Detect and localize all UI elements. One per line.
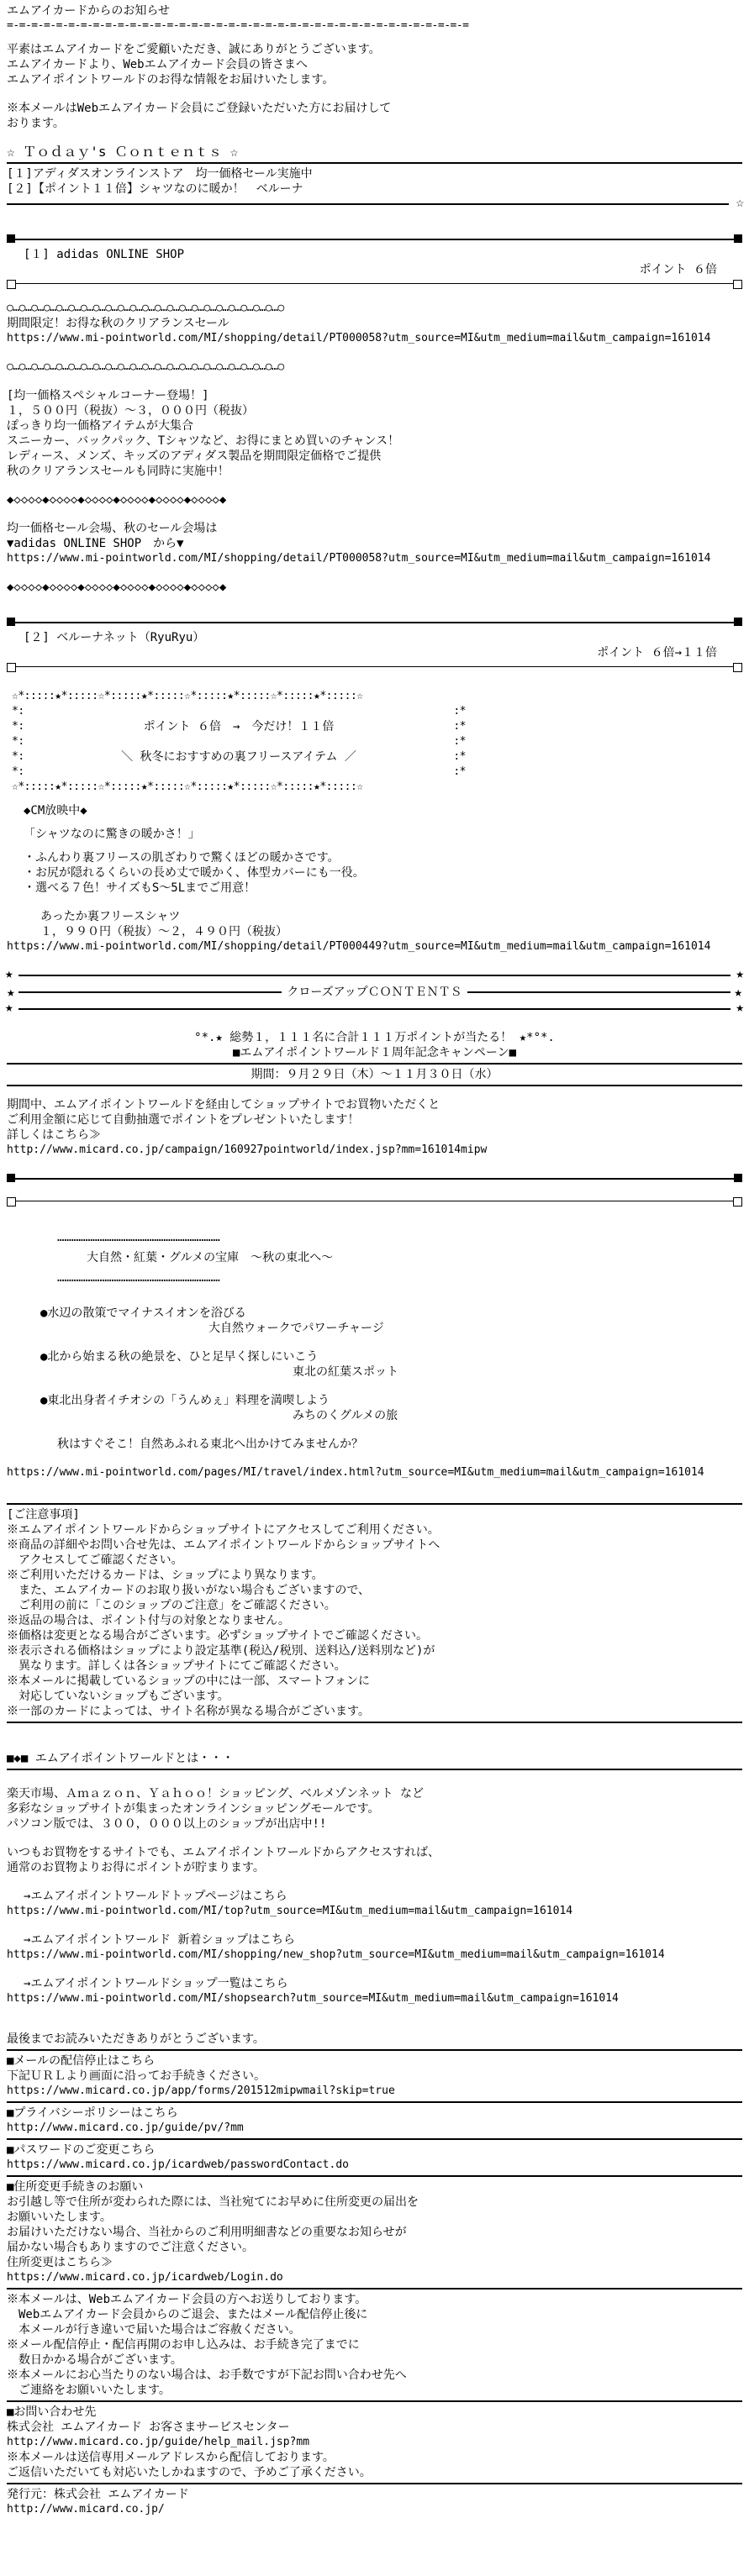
about-link-label: →エムアイポイントワールドトップページはこちら bbox=[24, 1890, 287, 1903]
square-icon bbox=[734, 234, 742, 243]
privacy-link[interactable]: http://www.micard.co.jp/guide/pv/?mm bbox=[7, 2121, 244, 2134]
unsubscribe-text: 下記ＵＲＬより画面に沿ってお手続きください。 bbox=[7, 2069, 266, 2083]
star-icon: ☆ bbox=[736, 194, 744, 210]
venue-link[interactable]: https://www.mi-pointworld.com/MI/shopping/detail/PT000058?utm_source=MI&utm_medium=mail&utm_campaign=161014 bbox=[7, 552, 711, 565]
note-line: ※本メールに掲載しているショップの中には一部、スマートフォンに bbox=[7, 1674, 371, 1688]
about-line: いつもお買物をするサイトでも、エムアイポイントワールドからアクセスすれば、 bbox=[7, 1846, 440, 1859]
password-heading: ■パスワードのご変更こちら bbox=[7, 2143, 156, 2157]
contents-item-1[interactable]: [１]アディダスオンラインストア 均一価格セール実施中 bbox=[7, 167, 313, 181]
note-line: アクセスしてご確認ください。 bbox=[7, 1553, 183, 1567]
travel-item: ●水辺の散策でマイナスイオンを浴びる bbox=[40, 1306, 246, 1320]
about-link-label: →エムアイポイントワールド 新着ショップはこちら bbox=[24, 1933, 296, 1947]
square-outline-icon bbox=[733, 280, 742, 289]
disclaimer-line: 数日かかる場合がございます。 bbox=[7, 2353, 182, 2367]
square-icon bbox=[734, 618, 742, 626]
promo-body: レディース、メンズ、キッズのアディダス製品を期間限定価格でご提供 bbox=[7, 449, 382, 463]
point-rate: ポイント ６倍 bbox=[639, 263, 717, 276]
promo-body: 秋のクリアランスセールも同時に実施中！ bbox=[7, 465, 229, 478]
travel-closing: 秋はすぐそこ！自然あふれる東北へ出かけてみませんか？ bbox=[57, 1438, 363, 1451]
address-line: お願いいたします。 bbox=[7, 2211, 112, 2224]
address-line: 住所変更はこちら≫ bbox=[7, 2256, 113, 2269]
divider bbox=[7, 1503, 742, 1505]
address-line: お引越し等で住所が変わられた際には、当社宛てにお早めに住所変更の届出を bbox=[7, 2195, 419, 2209]
feature-line: ・ふんわり裏フリースの肌ざわりで驚くほどの暖かさです。 bbox=[24, 851, 340, 865]
dot-divider: ○…○…○…○…○…○…○…○…○…○…○…○…○…○…○…○…○…○…○…○…○…○…○ bbox=[7, 302, 284, 314]
note-line: ご利用の前に「このショップのご注意」をご確認ください。 bbox=[7, 1599, 336, 1612]
mail-body bbox=[7, 3, 742, 2517]
box-line: ＼ 秋冬におすすめの裏フリースアイテム ／ bbox=[121, 750, 356, 764]
about-line: 多彩なショップサイトが集まったオンラインショッピングモールです。 bbox=[7, 1802, 380, 1816]
note-line: ※ご利用いただけるカードは、ショップにより異なります。 bbox=[7, 1569, 324, 1582]
point-box bbox=[7, 689, 466, 795]
section-bar bbox=[7, 1196, 742, 1208]
venue-text: ▼adidas ONLINE SHOP から▼ bbox=[7, 537, 184, 550]
intro-line: エムアイポイントワールドのお得な情報をお届けいたします。 bbox=[7, 73, 335, 87]
frame-side: *: bbox=[12, 720, 24, 733]
disclaimer-line: Webエムアイカード会員からのご退会、またはメール配信停止後に bbox=[7, 2308, 368, 2321]
section-bar bbox=[7, 234, 742, 245]
star-frame: ☆*:::::★*:::::☆*:::::★*:::::☆*:::::★*:::::☆*:::::★*:::::☆ bbox=[12, 690, 363, 702]
campaign-body: 詳しくはこちら≫ bbox=[7, 1128, 101, 1142]
promo-body: ぽっきり均一価格アイテムが大集合 bbox=[7, 419, 194, 433]
divider-star bbox=[7, 194, 744, 210]
note-line: ※エムアイポイントワールドからショップサイトにアクセスしてご利用ください。 bbox=[7, 1523, 440, 1537]
venue-text: 均一価格セール会場、秋のセール会場は bbox=[7, 522, 218, 535]
divider bbox=[7, 2049, 742, 2051]
about-link-new-shop[interactable]: https://www.mi-pointworld.com/MI/shopping/new_shop?utm_source=MI&utm_medium=mail&utm_campaign=161014 bbox=[7, 1948, 665, 1961]
about-line: パソコン版では、３００，０００以上のショップが出店中!! bbox=[7, 1817, 327, 1831]
campaign-line: °*.★ 総勢１，１１１名に合計１１１万ポイントが当たる！ ★*°*. bbox=[194, 1031, 555, 1044]
travel-item-sub: みちのくグルメの旅 bbox=[293, 1409, 398, 1422]
note-line: ※価格は変更となる場合がございます。必ずショップサイトでご確認ください。 bbox=[7, 1629, 429, 1643]
mail-title: エムアイカードからのお知らせ bbox=[7, 4, 170, 18]
disclaimer-line: ※メール配信停止・配信再開のお申し込みは、お手続き完了までに bbox=[7, 2338, 360, 2352]
thanks-line: 最後までお読みいただきありがとうございます。 bbox=[7, 2032, 265, 2046]
travel-item-sub: 東北の紅葉スポット bbox=[293, 1365, 398, 1379]
divider bbox=[7, 2288, 742, 2289]
star-icon: ★ bbox=[736, 999, 744, 1015]
square-icon bbox=[734, 1174, 742, 1182]
point-rate: ポイント ６倍→１１倍 bbox=[597, 646, 717, 660]
note-line: 異なります。詳しくは各ショップサイトにてご確認ください。 bbox=[7, 1659, 346, 1673]
product-link[interactable]: https://www.mi-pointworld.com/MI/shopping/detail/PT000449?utm_source=MI&utm_medium=mail&utm_campaign=161014 bbox=[7, 940, 711, 953]
intro-line: エムアイカードより、Webエムアイカード会員の皆さまへ bbox=[7, 58, 308, 71]
divider bbox=[7, 1085, 742, 1086]
square-outline-icon bbox=[733, 663, 742, 672]
promo-body: スニーカー、バックパック、Tシャツなど、お得にまとめ買いのチャンス！ bbox=[7, 434, 400, 448]
star-frame: ☆*:::::★*:::::☆*:::::★*:::::☆*:::::★*:::::☆*:::::★*:::::☆ bbox=[12, 781, 363, 793]
closeup-title: クローズアップＣＯＮＴＥＮＴＳ bbox=[282, 986, 467, 999]
contact-name: 株式会社 エムアイカード お客さまサービスセンター bbox=[7, 2421, 290, 2434]
frame-side: :* bbox=[453, 735, 466, 748]
star-bar bbox=[5, 999, 744, 1015]
diamond-divider: ◆◇◇◇◇◆◇◇◇◇◆◇◇◇◇◆◇◇◇◇◆◇◇◇◇◆◇◇◇◇◆ bbox=[7, 581, 227, 594]
dot-divider: …………………………………………………………… bbox=[57, 1231, 220, 1244]
frame-side: :* bbox=[453, 765, 466, 778]
frame-side: *: bbox=[12, 735, 24, 748]
travel-item: ●北から始まる秋の絶景を、ひと足早く探しにいこう bbox=[40, 1350, 319, 1364]
campaign-body: 期間中、エムアイポイントワールドを経由してショップサイトでお買物いただくと bbox=[7, 1098, 440, 1112]
divider bbox=[7, 2101, 742, 2103]
square-icon bbox=[7, 618, 15, 626]
note-line: ※表示される価格はショップにより設定基準(税込/税別、送料込/送料別など)が bbox=[7, 1644, 435, 1658]
square-icon bbox=[7, 1174, 15, 1182]
travel-headline: 大自然・紅葉・グルメの宝庫 ～秋の東北へ～ bbox=[87, 1251, 334, 1264]
square-outline-icon bbox=[7, 1197, 16, 1207]
square-outline-icon bbox=[7, 280, 16, 289]
about-line: 楽天市場、Ａｍａｚｏｎ、Ｙａｈｏｏ！ショッピング、ベルメゾンネット など bbox=[7, 1787, 425, 1801]
diamond-divider: ◆◇◇◇◇◆◇◇◇◇◆◇◇◇◇◆◇◇◇◇◆◇◇◇◇◆◇◇◇◇◆ bbox=[7, 493, 227, 507]
divider bbox=[7, 162, 742, 164]
star-icon: ★ bbox=[734, 984, 742, 1000]
feature-line: ・お尻が隠れるくらいの長め丈で暖かく、体型カバーにも一役。 bbox=[24, 866, 365, 880]
promo-title: 期間限定！お得な秋のクリアランスセール bbox=[7, 317, 229, 330]
section-bar bbox=[7, 662, 742, 674]
address-line: お届けいただけない場合、当社からのご利用明細書などの重要なお知らせが bbox=[7, 2226, 407, 2239]
dot-divider: ○…○…○…○…○…○…○…○…○…○…○…○…○…○…○…○…○…○…○…○…○…○…○ bbox=[7, 360, 284, 373]
travel-item-sub: 大自然ウォークでパワーチャージ bbox=[208, 1322, 384, 1335]
about-line: 通常のお買物よりお得にポイントが貯まります。 bbox=[7, 1861, 265, 1874]
about-link-label: →エムアイポイントワールドショップ一覧はこちら bbox=[24, 1977, 288, 1990]
square-icon bbox=[7, 234, 15, 243]
shop-name-belluna: [２] ベルーナネット（RyuRyu） bbox=[24, 631, 205, 644]
section-bar bbox=[7, 617, 742, 628]
dot-divider: …………………………………………………………… bbox=[57, 1271, 220, 1285]
contact-heading: ■お問い合わせ先 bbox=[7, 2405, 97, 2419]
frame-side: :* bbox=[453, 705, 466, 718]
note-line: 対応していないショップもございます。 bbox=[7, 1690, 229, 1703]
travel-link[interactable]: https://www.mi-pointworld.com/pages/MI/travel/index.html?utm_source=MI&utm_medium=mail&utm_campaign=161014 bbox=[7, 1466, 704, 1479]
travel-item: ●東北出身者イチオシの「うんめぇ」料理を満喫しよう bbox=[40, 1394, 330, 1407]
frame-side: *: bbox=[12, 765, 24, 778]
divider bbox=[7, 2175, 742, 2177]
about-link-shop-list[interactable]: https://www.mi-pointworld.com/MI/shopsearch?utm_source=MI&utm_medium=mail&utm_campaign=161014 bbox=[7, 1992, 619, 2005]
promo-link[interactable]: https://www.mi-pointworld.com/MI/shopping/detail/PT000058?utm_source=MI&utm_medium=mail&utm_campaign=161014 bbox=[7, 332, 711, 344]
feature-line: ・選べる７色！サイズもS～5Lまでご用意！ bbox=[24, 881, 256, 895]
star-icon: ★ bbox=[5, 965, 13, 981]
frame-side: *: bbox=[12, 750, 24, 763]
contact-line: ※本メールは送信専用メールアドレスから配信しております。 bbox=[7, 2451, 335, 2464]
header-rule: =-=-=-=-=-=-=-=-=-=-=-=-=-=-=-=-=-=-=-=-=-=-=-=-=-=-=-=-=-=-=-=-=-=-=-=-=-= bbox=[7, 19, 469, 32]
divider bbox=[7, 1769, 742, 1770]
note-line: ※一部のカードによっては、サイト名称が異なる場合がございます。 bbox=[7, 1705, 370, 1718]
divider bbox=[7, 1063, 742, 1065]
note-line: また、エムアイカードのお取り扱いがない場合もございますので、 bbox=[7, 1584, 371, 1597]
contact-link[interactable]: http://www.micard.co.jp/guide/help_mail.jsp?mm bbox=[7, 2436, 310, 2448]
section-bar bbox=[7, 279, 742, 291]
publisher: 発行元：株式会社 エムアイカード bbox=[7, 2488, 189, 2501]
star-icon: ★ bbox=[7, 984, 15, 1000]
frame-side: :* bbox=[453, 750, 466, 763]
unsubscribe-heading: ■メールの配信停止はこちら bbox=[7, 2054, 156, 2068]
divider bbox=[7, 1722, 742, 1723]
frame-side: *: bbox=[12, 705, 24, 718]
note-line: ※商品の詳細やお問い合せ先は、エムアイポイントワールドからショップサイトへ bbox=[7, 1538, 440, 1552]
square-outline-icon bbox=[733, 1197, 742, 1207]
product-name: あったか裏フリースシャツ bbox=[40, 910, 181, 923]
frame-side: :* bbox=[453, 720, 466, 733]
cm-label: ◆CM放映中◆ bbox=[24, 804, 87, 817]
star-icon: ★ bbox=[736, 965, 744, 981]
disclaimer-line: ご連絡をお願いいたします。 bbox=[7, 2384, 171, 2397]
about-link-top[interactable]: https://www.mi-pointworld.com/MI/top?utm_source=MI&utm_medium=mail&utm_campaign=161014 bbox=[7, 1905, 573, 1917]
notice-line: おります。 bbox=[7, 117, 65, 130]
about-heading: ■◆■ エムアイポイントワールドとは・・・ bbox=[7, 1752, 235, 1765]
disclaimer-line: ※本メールにお心当たりのない場合は、お手数ですが下記お問い合わせ先へ bbox=[7, 2368, 407, 2382]
promo-body: [均一価格スペシャルコーナー登場！] bbox=[7, 389, 209, 402]
note-line: ※返品の場合は、ポイント付与の対象となりません。 bbox=[7, 1614, 290, 1627]
contact-line: ご返信いただいても対応いたしかねますので、予めご了承ください。 bbox=[7, 2466, 372, 2479]
box-line: ポイント ６倍 → 今だけ！１１倍 bbox=[143, 720, 335, 733]
address-line: 届かない場合もありますのでご注意ください。 bbox=[7, 2241, 254, 2254]
notice-line: ※本メールはWebエムアイカード会員にご登録いただいた方にお届けして bbox=[7, 102, 392, 115]
promo-body: １，５００円（税抜）～３，０００円（税抜） bbox=[7, 404, 254, 418]
square-outline-icon bbox=[7, 663, 16, 672]
address-link[interactable]: https://www.micard.co.jp/icardweb/Login.do bbox=[7, 2271, 283, 2284]
campaign-body: ご利用金額に応じて自動抽選でポイントをプレゼントいたします！ bbox=[7, 1113, 360, 1127]
disclaimer-line: ※本メールは、Webエムアイカード会員の方へお送りしております。 bbox=[7, 2293, 367, 2306]
contents-heading: ☆ Ｔｏｄａｙ's Ｃｏｎｔｅｎｔｓ ☆ bbox=[7, 145, 239, 160]
divider bbox=[7, 2483, 742, 2484]
divider bbox=[7, 2400, 742, 2402]
product-price: １，９９０円（税抜）～２，４９０円（税抜） bbox=[40, 925, 287, 938]
closeup-title-bar bbox=[7, 985, 742, 1000]
address-heading: ■住所変更手続きのお願い bbox=[7, 2180, 144, 2194]
shop-name-adidas: [１] adidas ONLINE SHOP bbox=[24, 248, 185, 261]
campaign-period: 期間：９月２９日（木）～１１月３０日（水） bbox=[251, 1068, 498, 1081]
star-icon: ★ bbox=[5, 999, 13, 1015]
intro-line: 平素はエムアイカードをご愛顧いただき、誠にありがとうございます。 bbox=[7, 43, 381, 56]
product-quote: 「シャツなのに驚きの暖かさ！」 bbox=[24, 828, 200, 841]
password-link[interactable]: https://www.micard.co.jp/icardweb/passwordContact.do bbox=[7, 2158, 349, 2171]
privacy-heading: ■プライバシーポリシーはこちら bbox=[7, 2106, 178, 2120]
unsubscribe-link[interactable]: https://www.micard.co.jp/app/forms/201512mipwmail?skip=true bbox=[7, 2084, 395, 2097]
contents-item-2[interactable]: [２]【ポイント１１倍】シャツなのに暖か！ ベルーナ bbox=[7, 182, 303, 196]
star-bar bbox=[5, 965, 744, 981]
disclaimer-line: 本メールが行き違いで届いた場合はご容赦ください。 bbox=[7, 2323, 301, 2337]
notes-heading: [ご注意事項] bbox=[7, 1508, 80, 1522]
campaign-line: ■エムアイポイントワールド１周年記念キャンペーン■ bbox=[232, 1046, 517, 1059]
publisher-link[interactable]: http://www.micard.co.jp/ bbox=[7, 2503, 165, 2516]
divider bbox=[7, 2138, 742, 2140]
campaign-link[interactable]: http://www.micard.co.jp/campaign/160927pointworld/index.jsp?mm=161014mipw bbox=[7, 1143, 488, 1156]
section-bar bbox=[7, 1173, 742, 1185]
